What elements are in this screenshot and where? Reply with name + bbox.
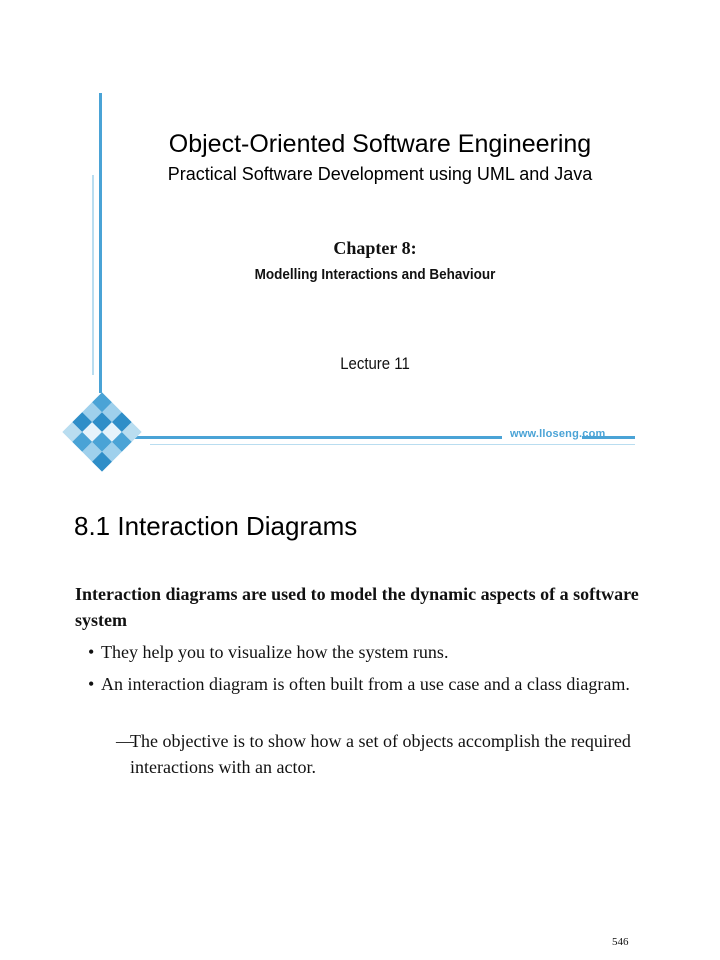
bullet-marker: •: [88, 642, 95, 662]
section-heading: 8.1 Interaction Diagrams: [74, 511, 358, 541]
website-url: www.lloseng.com: [510, 428, 606, 440]
diamond-mosaic-logo-icon: [52, 382, 152, 482]
bullet-marker: •: [88, 674, 95, 694]
decorative-vertical-line-light: [92, 175, 94, 375]
sub-bullet-item: [116, 728, 656, 780]
page-number: 546: [612, 936, 629, 948]
book-title: Object-Oriented Software Engineering: [168, 130, 592, 158]
sub-bullet-marker: —: [116, 731, 134, 751]
bullet-text: They help you to visualize how the system runs.: [101, 642, 449, 662]
book-subtitle: Practical Software Development using UML and Java: [167, 164, 593, 184]
chapter-label: Chapter 8:: [333, 238, 417, 258]
bullet-item: [88, 639, 648, 665]
sub-bullet-text: The objective is to show how a set of objects accomplish the required interactions with an actor.: [130, 731, 631, 777]
decorative-horizontal-line-light: [150, 444, 635, 445]
chapter-title: Modelling Interactions and Behaviour: [254, 266, 496, 283]
lecture-label: Lecture 11: [340, 354, 410, 373]
decorative-horizontal-line: [135, 436, 502, 439]
intro-paragraph: Interaction diagrams are used to model the dynamic aspects of a software system: [75, 584, 639, 630]
bullet-text: An interaction diagram is often built from a use case and a class diagram.: [101, 674, 630, 694]
bullet-item: [88, 671, 648, 697]
